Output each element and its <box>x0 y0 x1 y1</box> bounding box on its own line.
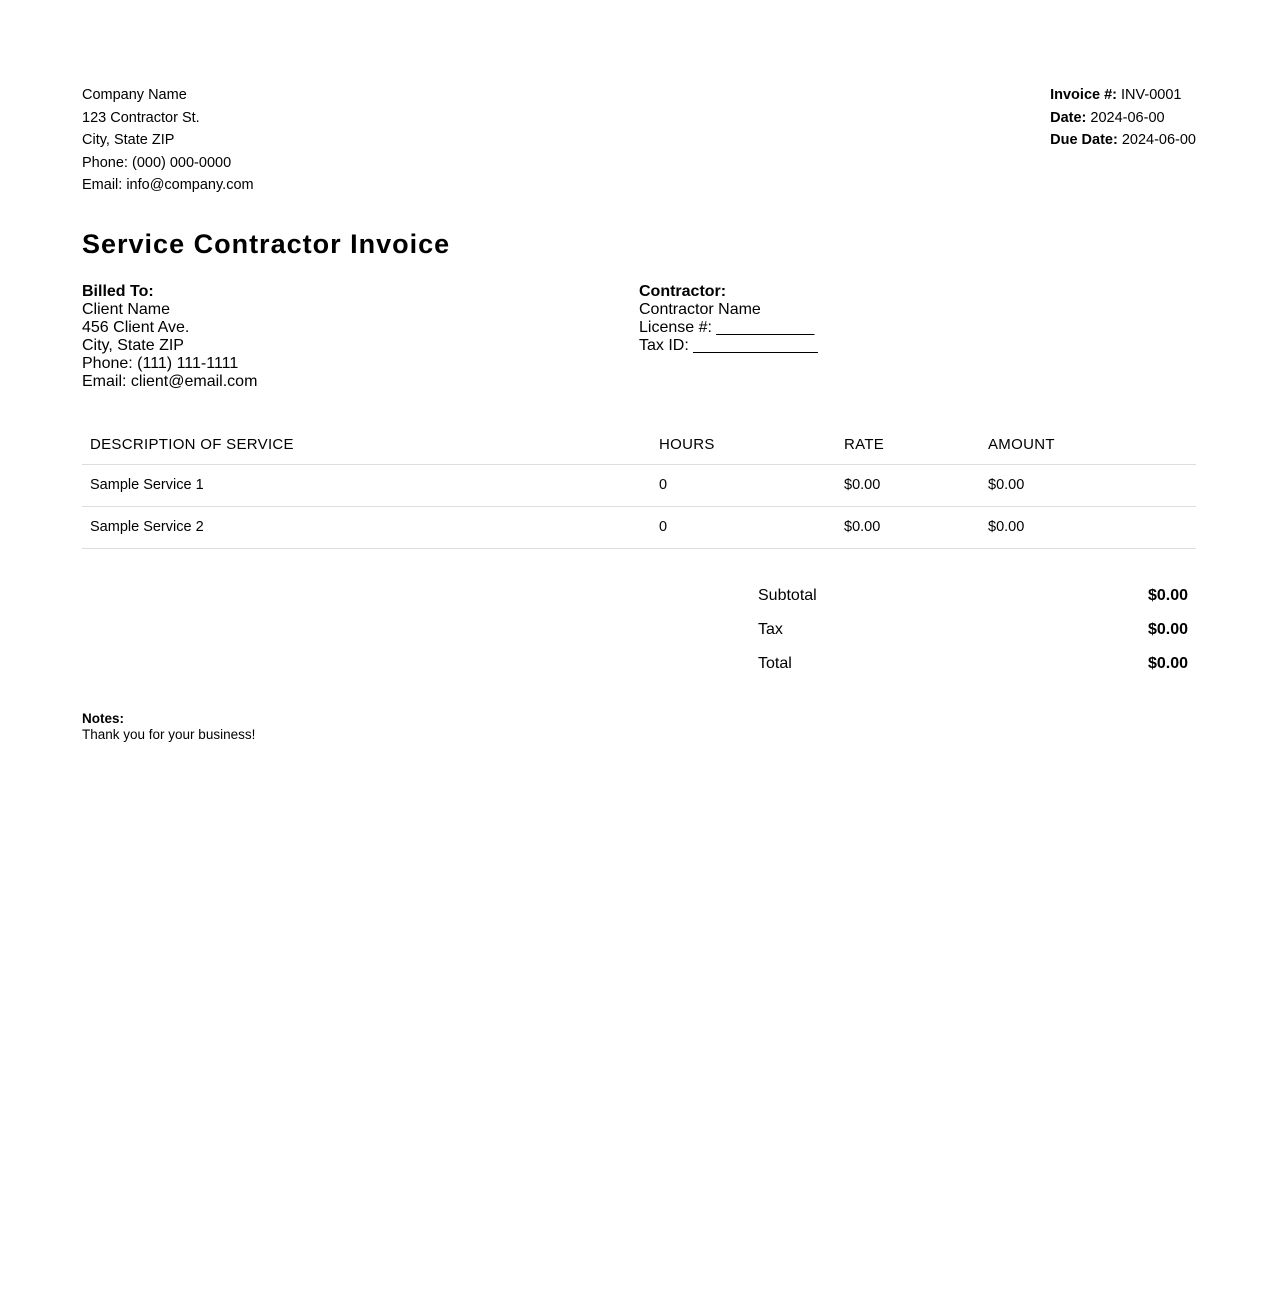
col-rate: RATE <box>836 427 980 465</box>
notes: Notes: Thank you for your business! <box>82 711 1196 743</box>
client-email: Email: client@email.com <box>82 372 258 390</box>
billed-to: Billed To: Client Name 456 Client Ave. City, State ZIP Phone: (111) 111-1111 Email: client@email.com <box>82 283 639 391</box>
col-description: DESCRIPTION OF SERVICE <box>82 427 651 465</box>
client-address: 456 Client Ave. <box>82 318 190 336</box>
page-title: Service Contractor Invoice <box>82 228 451 259</box>
contractor-license: License #: ___________ <box>639 318 815 336</box>
client-city: City, State ZIP <box>82 336 184 354</box>
invoice-header <box>82 84 1196 197</box>
col-amount: AMOUNT <box>980 427 1196 465</box>
client-name: Client Name <box>82 300 171 318</box>
invoice-meta <box>1050 84 1196 197</box>
col-hours: HOURS <box>651 427 836 465</box>
company-info <box>82 84 254 197</box>
notes-text: Thank you for your business! <box>82 726 256 742</box>
totals <box>758 587 1188 689</box>
company-email: Email: info@company.com <box>82 177 254 193</box>
contractor-info: Contractor: Contractor Name License #: ___________ Tax ID: ______________ <box>639 283 1196 391</box>
table-row: Sample Service 1 0 $0.00 $0.00 <box>82 464 1196 506</box>
invoice-page <box>82 84 1196 743</box>
services-table <box>82 427 1196 549</box>
invoice-number: Invoice #: INV-0001 <box>1050 87 1182 103</box>
company-address: 123 Contractor St. <box>82 109 200 126</box>
company-city: City, State ZIP <box>82 132 175 148</box>
company-phone: Phone: (000) 000-0000 <box>82 154 232 171</box>
tax-row: Tax $0.00 <box>758 620 1188 638</box>
parties <box>82 283 1196 391</box>
total-row: Total $0.00 <box>758 654 1188 672</box>
company-name: Company Name <box>82 87 187 103</box>
invoice-date: Date: 2024-06-00 <box>1050 109 1165 126</box>
table-row: Sample Service 2 0 $0.00 $0.00 <box>82 506 1196 548</box>
subtotal-row: Subtotal $0.00 <box>758 586 1188 604</box>
client-phone: Phone: (111) 111-1111 <box>82 354 239 372</box>
contractor-name: Contractor Name <box>639 300 761 318</box>
invoice-due-date: Due Date: 2024-06-00 <box>1050 132 1196 148</box>
contractor-tax-id: Tax ID: ______________ <box>639 336 818 354</box>
